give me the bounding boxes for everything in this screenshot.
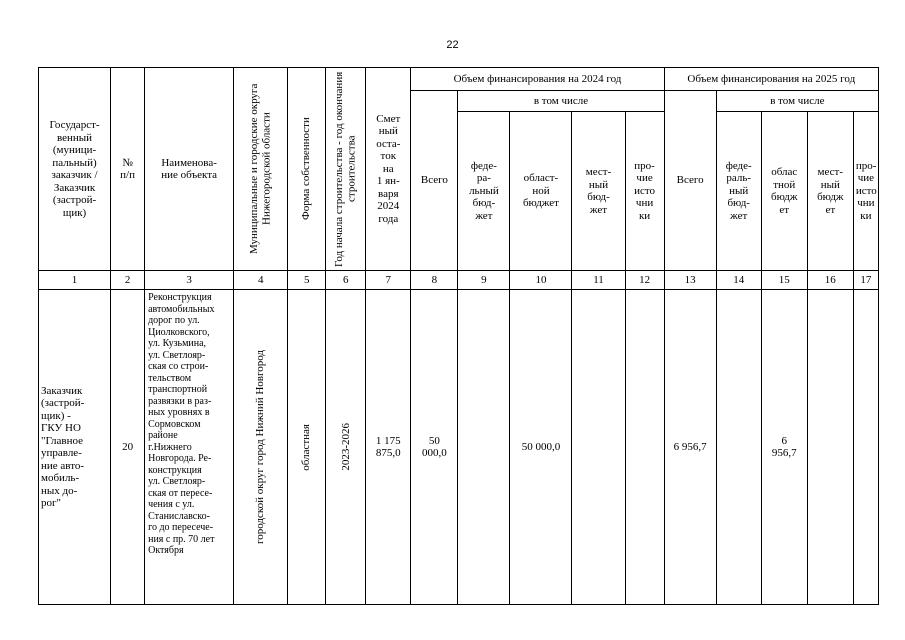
col-num: 7 <box>366 271 411 290</box>
row-local-2025 <box>807 290 853 605</box>
investment-table <box>38 67 879 605</box>
header-total-2025: Всего <box>664 91 716 271</box>
header-regional-2024: област- ной бюджет <box>510 112 572 271</box>
header-years: Год начала строительства - год окончания строительства <box>333 71 358 267</box>
col-num: 4 <box>234 271 288 290</box>
header-other-2025: про- чие исто чни ки <box>853 112 878 271</box>
header-including-2024: в том числе <box>458 91 664 112</box>
header-federal-2025: феде- раль- ный бюд- жет <box>716 112 761 271</box>
row-years-cell <box>326 290 366 605</box>
row-customer: Заказчик (застрой- щик) - ГКУ НО "Главное управле- ние авто- мобиль- ных до- рог" <box>39 290 111 605</box>
header-local-2024: мест- ный бюд- жет <box>572 112 625 271</box>
header-districts-cell <box>234 68 288 271</box>
table-row <box>39 290 879 605</box>
header-funding-2024: Объем финансирования на 2024 год <box>411 68 664 91</box>
col-num: 8 <box>411 271 458 290</box>
header-total-2024: Всего <box>411 91 458 271</box>
header-ownership: Форма собственности <box>300 117 313 221</box>
row-other-2024 <box>625 290 664 605</box>
row-remaining: 1 175 875,0 <box>366 290 411 605</box>
row-total-2024: 50 000,0 <box>411 290 458 605</box>
row-ownership: областная <box>300 423 313 471</box>
col-num: 5 <box>288 271 326 290</box>
col-num: 6 <box>326 271 366 290</box>
header-num: № п/п <box>111 68 145 271</box>
header-remaining: Смет ный оста- ток на 1 ян- варя 2024 года <box>366 68 411 271</box>
header-districts: Муниципальные и городские округа Нижегородской области <box>248 83 273 255</box>
col-num: 2 <box>111 271 145 290</box>
col-num: 1 <box>39 271 111 290</box>
row-other-2025 <box>853 290 878 605</box>
row-total-2025: 6 956,7 <box>664 290 716 605</box>
header-years-cell <box>326 68 366 271</box>
row-regional-2024: 50 000,0 <box>510 290 572 605</box>
row-local-2024 <box>572 290 625 605</box>
col-num: 15 <box>761 271 807 290</box>
header-customer: Государст- венный (муници- пальный) заказчик / Заказчик (застрой- щик) <box>39 68 111 271</box>
row-regional-2025: 6 956,7 <box>761 290 807 605</box>
header-local-2025: мест- ный бюдж ет <box>807 112 853 271</box>
col-num: 11 <box>572 271 625 290</box>
header-federal-2024: феде- ра- льный бюд- жет <box>458 112 510 271</box>
col-num: 10 <box>510 271 572 290</box>
row-num: 20 <box>111 290 145 605</box>
col-num: 13 <box>664 271 716 290</box>
row-object-name: Реконструкция автомобильных дорог по ул. Циолковского, ул. Кузьмина, ул. Светлояр- ская со строи- тельством транспортной развязки в раз- ных уровнях в Сормовском районе г.Нижнего Новгорода. Ре- конструкция ул. Светлояр- ская от пересе- чения с ул. Станиславско- го до пересече- ния с пр. 70 лет Октября <box>145 290 234 605</box>
page-number: 22 <box>446 39 459 51</box>
column-number-row <box>39 271 879 290</box>
header-ownership-cell <box>288 68 326 271</box>
row-ownership-cell <box>288 290 326 605</box>
col-num: 17 <box>853 271 878 290</box>
row-federal-2025 <box>716 290 761 605</box>
col-num: 12 <box>625 271 664 290</box>
header-other-2024: про- чие исто чни ки <box>625 112 664 271</box>
header-including-2025: в том числе <box>716 91 878 112</box>
header-object-name: Наименова- ние объекта <box>145 68 234 271</box>
header-funding-2025: Объем финансирования на 2025 год <box>664 68 878 91</box>
col-num: 16 <box>807 271 853 290</box>
row-years: 2023-2026 <box>339 423 352 471</box>
row-federal-2024 <box>458 290 510 605</box>
row-district: городской округ город Нижний Новгород <box>254 349 267 545</box>
header-regional-2025: облас тной бюдж ет <box>761 112 807 271</box>
col-num: 9 <box>458 271 510 290</box>
col-num: 14 <box>716 271 761 290</box>
col-num: 3 <box>145 271 234 290</box>
row-district-cell <box>234 290 288 605</box>
